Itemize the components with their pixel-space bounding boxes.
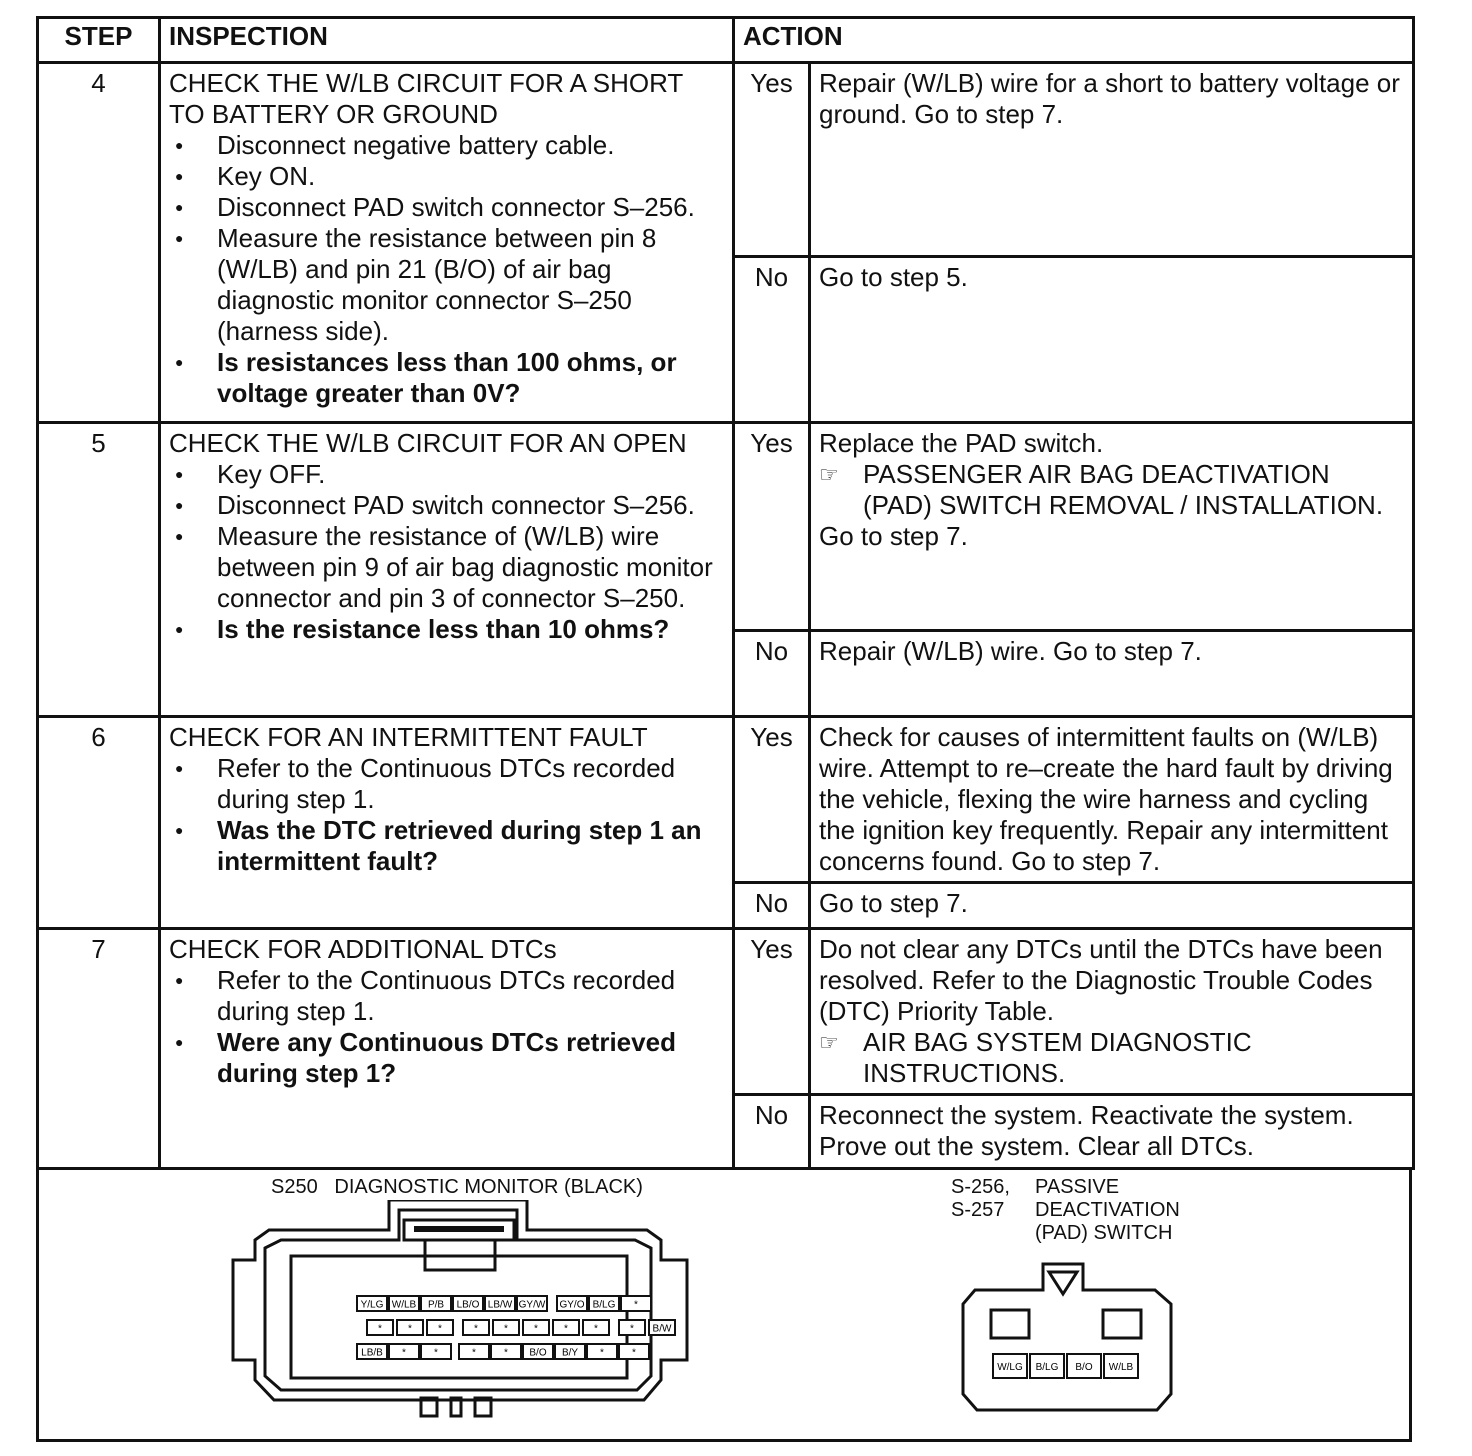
yes-action	[810, 717, 1414, 883]
s250-caption: S250 DIAGNOSTIC MONITOR (BLACK)	[271, 1176, 643, 1198]
s250-row3-pin-label: *	[504, 1347, 508, 1359]
step-row-yes	[38, 423, 1414, 631]
step-number: 7	[38, 929, 160, 1169]
yes-action	[810, 929, 1414, 1095]
bullet-text: Is resistances less than 100 ohms, or voltage greater than 0V?	[217, 347, 677, 408]
bullet-text: Disconnect PAD switch connector S–256.	[217, 192, 695, 222]
yes-action	[810, 423, 1414, 631]
bullet-icon: ●	[175, 760, 184, 776]
bullet-text: Is the resistance less than 10 ohms?	[217, 614, 670, 644]
inspection-bullet	[169, 815, 724, 877]
bullet-icon: ●	[175, 822, 184, 838]
bullet-icon: ●	[175, 972, 184, 988]
yes-label: Yes	[734, 423, 810, 631]
action-text: Reconnect the system. Reactivate the system. Prove out the system. Clear all DTCs.	[819, 1100, 1354, 1161]
s250-row2-pin-label: *	[474, 1323, 478, 1335]
bullet-icon: ●	[175, 497, 184, 513]
yes-label: Yes	[734, 717, 810, 883]
inspection-bullets	[169, 459, 724, 645]
inspection-cell	[160, 717, 734, 929]
step-number: 6	[38, 717, 160, 929]
action-text: Go to step 5.	[819, 262, 968, 292]
inspection-bullet	[169, 521, 724, 614]
reference-text: AIR BAG SYSTEM DIAGNOSTIC INSTRUCTIONS.	[863, 1027, 1252, 1088]
inspection-bullets	[169, 130, 724, 409]
inspection-bullet	[169, 223, 724, 347]
yes-label: Yes	[734, 63, 810, 257]
s250-pin-grid	[357, 1296, 675, 1359]
bullet-text: Disconnect negative battery cable.	[217, 130, 615, 160]
no-action	[810, 1095, 1414, 1169]
bullet-icon: ●	[175, 621, 184, 637]
s250-row2-pin-label: *	[534, 1323, 538, 1335]
bullet-icon: ●	[175, 168, 184, 184]
diagnostic-procedure-sheet	[36, 16, 1412, 1442]
table-header-row	[38, 18, 1414, 63]
bullet-icon: ●	[175, 1034, 184, 1050]
inspection-title: CHECK FOR AN INTERMITTENT FAULT	[169, 722, 648, 752]
bullet-text: Disconnect PAD switch connector S–256.	[217, 490, 695, 520]
no-label: No	[734, 257, 810, 423]
yes-label: Yes	[734, 929, 810, 1095]
s250-row1-pin-label: GY/O	[559, 1299, 585, 1311]
s250-row2-pin-label: *	[564, 1323, 568, 1335]
bullet-text: Key OFF.	[217, 459, 326, 489]
pointing-hand-icon: ☞	[819, 1030, 839, 1055]
s256-pin-label: W/LB	[1108, 1362, 1134, 1373]
s250-row2-pin-label: *	[408, 1323, 412, 1335]
no-action	[810, 257, 1414, 423]
bullet-icon: ●	[175, 137, 184, 153]
s250-row1-pin-label: LB/W	[487, 1299, 513, 1311]
action-text: Go to step 7.	[819, 888, 968, 918]
yes-action	[810, 63, 1414, 257]
inspection-bullet	[169, 161, 724, 192]
inspection-title: CHECK THE W/LB CIRCUIT FOR AN OPEN	[169, 428, 687, 458]
action-text: Go to step 7.	[819, 521, 968, 551]
reference-text: PASSENGER AIR BAG DEACTIVATION (PAD) SWITCH REMOVAL / INSTALLATION.	[863, 459, 1384, 520]
inspection-column-header: INSPECTION	[160, 18, 734, 63]
step-row-yes	[38, 929, 1414, 1095]
s250-row2-pin-label: B/W	[652, 1323, 672, 1335]
s250-row1-pin-label: LB/O	[456, 1299, 480, 1311]
inspection-bullet	[169, 1027, 724, 1089]
inspection-cell	[160, 929, 734, 1169]
s250-row2-pin-label: *	[594, 1323, 598, 1335]
s256-connector-diagram	[959, 1262, 1179, 1412]
inspection-bullets	[169, 965, 724, 1089]
inspection-bullet	[169, 753, 724, 815]
bullet-icon: ●	[175, 354, 184, 370]
step-number: 4	[38, 63, 160, 423]
reference-link	[819, 459, 1404, 521]
s256-pin-label: W/LG	[997, 1362, 1023, 1373]
bullet-text: Refer to the Continuous DTCs recorded during step 1.	[217, 965, 676, 1026]
inspection-cell	[160, 423, 734, 717]
bullet-text: Was the DTC retrieved during step 1 an intermittent fault?	[217, 815, 702, 876]
action-text: Do not clear any DTCs until the DTCs have been resolved. Refer to the Diagnostic Trouble Codes (DTC) Priority Table.	[819, 934, 1383, 1026]
bullet-icon: ●	[175, 528, 184, 544]
bullet-text: Were any Continuous DTCs retrieved during step 1?	[217, 1027, 676, 1088]
inspection-cell	[160, 63, 734, 423]
action-text: Check for causes of intermittent faults on (W/LB) wire. Attempt to re–create the hard fault by driving the vehicle, flexing the wire harness and cycling the ignition key frequently. Repair any intermittent concerns found. Go to step 7.	[819, 722, 1393, 876]
inspection-bullets	[169, 753, 724, 877]
action-text: Replace the PAD switch.	[819, 428, 1104, 458]
s256-connector-ids: S-256, S-257	[951, 1176, 1010, 1221]
bullet-text: Refer to the Continuous DTCs recorded during step 1.	[217, 753, 676, 814]
s250-connector-diagram	[229, 1200, 699, 1436]
no-label: No	[734, 631, 810, 717]
s256-pin-label: B/LG	[1035, 1362, 1059, 1373]
inspection-bullet	[169, 347, 724, 409]
s250-row3-pin-label: *	[434, 1347, 438, 1359]
s256-pin-row	[993, 1354, 1138, 1378]
bullet-text: Measure the resistance of (W/LB) wire between pin 9 of air bag diagnostic monitor connector and pin 3 of connector S–250.	[217, 521, 713, 613]
bullet-text: Key ON.	[217, 161, 316, 191]
s250-row1-pin-label: *	[634, 1299, 638, 1311]
s250-row3-pin-label: *	[632, 1347, 636, 1359]
s256-connector-label: PASSIVE DEACTIVATION (PAD) SWITCH	[1035, 1176, 1180, 1244]
action-text: Repair (W/LB) wire. Go to step 7.	[819, 636, 1202, 666]
s250-row1-pin-label: B/LG	[592, 1299, 616, 1311]
bullet-icon: ●	[175, 230, 184, 246]
steps-body	[38, 63, 1414, 1169]
s250-row2-pin-label: *	[504, 1323, 508, 1335]
no-action	[810, 631, 1414, 717]
connector-diagrams	[36, 1170, 1412, 1442]
inspection-title: CHECK THE W/LB CIRCUIT FOR A SHORT TO BATTERY OR GROUND	[169, 68, 683, 129]
s250-row1-pin-label: GY/W	[518, 1299, 546, 1311]
no-label: No	[734, 883, 810, 929]
no-label: No	[734, 1095, 810, 1169]
inspection-bullet	[169, 459, 724, 490]
s250-row3-pin-label: *	[600, 1347, 604, 1359]
s250-row3-pin-label: *	[472, 1347, 476, 1359]
s250-row2-pin-label: *	[378, 1323, 382, 1335]
s250-row3-pin-label: B/Y	[561, 1347, 579, 1359]
inspection-bullet	[169, 614, 724, 645]
s250-row2-pin-label: *	[630, 1323, 634, 1335]
bullet-text: Measure the resistance between pin 8 (W/LB) and pin 21 (B/O) of air bag diagnostic monitor connector S–250 (harness side).	[217, 223, 657, 346]
pointing-hand-icon: ☞	[819, 462, 839, 487]
s250-row2-pin-label: *	[438, 1323, 442, 1335]
inspection-bullet	[169, 192, 724, 223]
s250-row3-pin-label: B/O	[529, 1347, 547, 1359]
step-number: 5	[38, 423, 160, 717]
no-action	[810, 883, 1414, 929]
s250-row1-pin-label: P/B	[427, 1299, 445, 1311]
diagnostic-steps-table	[36, 16, 1415, 1170]
s250-row1-pin-label: W/LB	[391, 1299, 417, 1311]
step-column-header: STEP	[38, 18, 160, 63]
step-row-yes	[38, 717, 1414, 883]
step-row-yes	[38, 63, 1414, 257]
inspection-bullet	[169, 130, 724, 161]
bullet-icon: ●	[175, 466, 184, 482]
inspection-title: CHECK FOR ADDITIONAL DTCs	[169, 934, 557, 964]
reference-link	[819, 1027, 1404, 1089]
s250-row3-pin-label: LB/B	[361, 1347, 383, 1359]
s250-row1-pin-label: Y/LG	[360, 1299, 384, 1311]
s250-row3-pin-label: *	[402, 1347, 406, 1359]
action-column-header: ACTION	[734, 18, 1414, 63]
inspection-bullet	[169, 965, 724, 1027]
bullet-icon: ●	[175, 199, 184, 215]
s256-pin-label: B/O	[1075, 1362, 1093, 1373]
action-text: Repair (W/LB) wire for a short to battery voltage or ground. Go to step 7.	[819, 68, 1400, 129]
inspection-bullet	[169, 490, 724, 521]
